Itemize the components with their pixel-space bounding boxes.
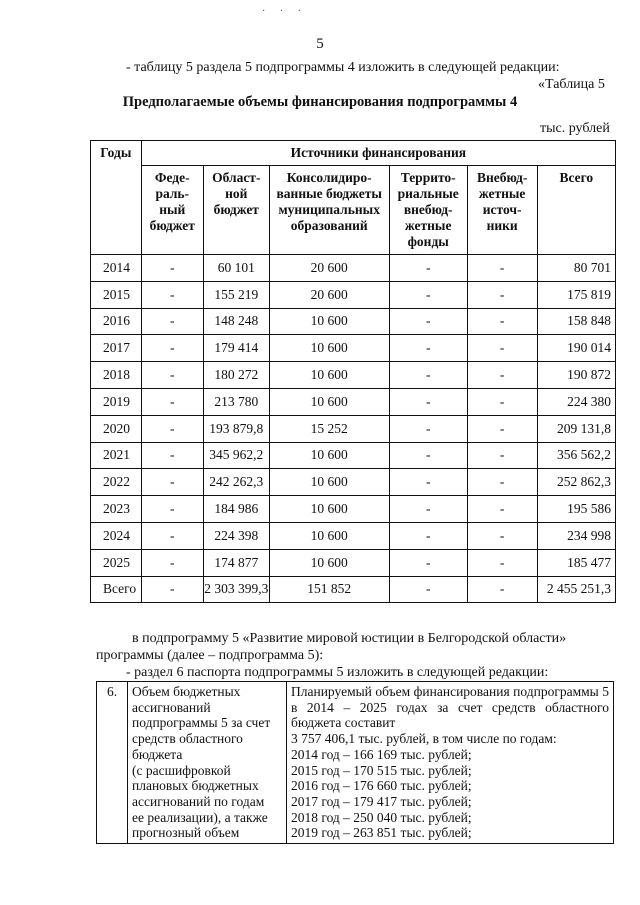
cell-fed: - [141,576,203,603]
cell-mun: 10 600 [269,549,389,576]
table-row [91,522,616,549]
cell-year: 2020 [91,415,142,442]
cell-obl: 242 262,3 [203,469,269,496]
passport-right-cell [287,682,614,844]
cell-total: 234 998 [537,522,615,549]
cell-vneb: - [467,281,537,308]
cell-fed: - [141,362,203,389]
sub-header-4: Внебюд- жетные источ- ники [467,166,537,255]
cell-vneb: - [467,388,537,415]
cell-total: 185 477 [537,549,615,576]
cell-vneb: - [467,522,537,549]
sub-header-5: Всего [537,166,615,255]
passport-right-intro: Планируемый объем финансирования подпрограммы 5 в 2014 – 2025 годах за счет средств областного бюджета составит [291,684,609,731]
sub-header-1: Област- ной бюджет [203,166,269,255]
cell-year: 2016 [91,308,142,335]
table-row [91,308,616,335]
cell-mun: 10 600 [269,469,389,496]
passport-table [96,681,614,844]
passport-left-cell [128,682,287,844]
sub-header-2: Консолидиро- ванные бюджеты муниципальных образований [269,166,389,255]
table-row [91,335,616,362]
cell-obl: 155 219 [203,281,269,308]
cell-obl: 2 303 399,3 [203,576,269,603]
cell-fed: - [141,496,203,523]
cell-total: 190 014 [537,335,615,362]
cell-total: 356 562,2 [537,442,615,469]
cell-obl: 148 248 [203,308,269,335]
cell-mun: 10 600 [269,442,389,469]
sub-header-row [91,166,616,255]
cell-obl: 180 272 [203,362,269,389]
cell-obl: 224 398 [203,522,269,549]
cell-terr: - [389,549,467,576]
cell-total: 195 586 [537,496,615,523]
financing-table [90,140,616,603]
cell-terr: - [389,415,467,442]
intro-line: - таблицу 5 раздела 5 подпрограммы 4 изложить в следующей редакции: [126,60,560,75]
units-label: тыс. рублей [540,121,610,136]
cell-total: 224 380 [537,388,615,415]
table-row [91,281,616,308]
cell-vneb: - [467,335,537,362]
cell-year: 2019 [91,388,142,415]
cell-mun: 151 852 [269,576,389,603]
cell-mun: 10 600 [269,308,389,335]
paragraph-3: - раздел 6 паспорта подпрограммы 5 изложить в следующей редакции: [126,665,549,680]
sub-header-0: Феде- раль- ный бюджет [141,166,203,255]
cell-vneb: - [467,549,537,576]
cell-year: 2015 [91,281,142,308]
table-body [91,255,616,603]
cell-year: 2022 [91,469,142,496]
table-row [91,469,616,496]
cell-total: 252 862,3 [537,469,615,496]
passport-year-line: 2018 год – 250 040 тыс. рублей; [291,809,472,825]
cell-terr: - [389,255,467,282]
cell-obl: 184 986 [203,496,269,523]
cell-fed: - [141,442,203,469]
passport-year-line: 2014 год – 166 169 тыс. рублей; [291,746,472,762]
cell-mun: 10 600 [269,362,389,389]
table-row [91,362,616,389]
cell-fed: - [141,522,203,549]
cell-terr: - [389,335,467,362]
cell-fed: - [141,335,203,362]
cell-terr: - [389,281,467,308]
cell-vneb: - [467,415,537,442]
cell-vneb: - [467,255,537,282]
table-label: «Таблица 5 [538,77,605,92]
cell-terr: - [389,308,467,335]
cell-obl: 60 101 [203,255,269,282]
passport-year-line: 2015 год – 170 515 тыс. рублей; [291,762,472,778]
cell-obl: 179 414 [203,335,269,362]
cell-total: 158 848 [537,308,615,335]
passport-row-number: 6. [97,682,128,844]
cell-obl: 213 780 [203,388,269,415]
cell-obl: 193 879,8 [203,415,269,442]
passport-year-line: 2017 год – 179 417 тыс. рублей; [291,793,472,809]
table-row [91,415,616,442]
cell-year: 2014 [91,255,142,282]
cell-terr: - [389,388,467,415]
passport-right-total: 3 757 406,1 тыс. рублей, в том числе по годам: [291,731,557,747]
cell-total: 190 872 [537,362,615,389]
sub-header-3: Террито- риальные внебюд- жетные фонды [389,166,467,255]
cell-fed: - [141,255,203,282]
cell-total: 80 701 [537,255,615,282]
cell-terr: - [389,576,467,603]
cell-mun: 20 600 [269,255,389,282]
cell-year: 2025 [91,549,142,576]
cell-fed: - [141,415,203,442]
cell-fed: - [141,388,203,415]
cell-terr: - [389,522,467,549]
paragraph-2: программы (далее – подпрограмма 5): [96,648,324,663]
passport-years-list [291,747,609,841]
cell-mun: 10 600 [269,522,389,549]
cell-mun: 20 600 [269,281,389,308]
scan-marks: · · · [262,6,307,17]
page-number: 5 [316,36,324,52]
table-row [91,388,616,415]
table-row [91,442,616,469]
cell-total: 175 819 [537,281,615,308]
header-years: Годы [91,141,142,255]
cell-terr: - [389,362,467,389]
cell-terr: - [389,469,467,496]
cell-year: 2021 [91,442,142,469]
cell-total: 2 455 251,3 [537,576,615,603]
cell-vneb: - [467,362,537,389]
cell-year: 2023 [91,496,142,523]
cell-vneb: - [467,469,537,496]
cell-obl: 174 877 [203,549,269,576]
cell-vneb: - [467,496,537,523]
cell-terr: - [389,442,467,469]
cell-vneb: - [467,442,537,469]
cell-total: 209 131,8 [537,415,615,442]
table-row [91,496,616,523]
passport-year-line: 2016 год – 176 660 тыс. рублей; [291,778,472,794]
cell-year: 2017 [91,335,142,362]
table-row [91,255,616,282]
cell-fed: - [141,469,203,496]
cell-vneb: - [467,308,537,335]
cell-mun: 15 252 [269,415,389,442]
cell-fed: - [141,281,203,308]
paragraph-1: в подпрограмму 5 «Развитие мировой юстиции в Белгородской области» [132,631,567,646]
cell-year: 2024 [91,522,142,549]
cell-fed: - [141,549,203,576]
cell-mun: 10 600 [269,496,389,523]
passport-left-text: Объем бюджетных ассигнований подпрограммы 5 за счет средств областного бюджета (с расшифровкой плановых бюджетных ассигнований по годам ее реализации), а также прогнозный объем [132,684,271,841]
cell-fed: - [141,308,203,335]
cell-terr: - [389,496,467,523]
table-row [91,549,616,576]
table-title: Предполагаемые объемы финансирования подпрограммы 4 [122,94,518,110]
header-sources: Источники финансирования [141,141,615,166]
cell-year: Всего [91,576,142,603]
cell-vneb: - [467,576,537,603]
cell-mun: 10 600 [269,388,389,415]
cell-obl: 345 962,2 [203,442,269,469]
passport-year-line: 2019 год – 263 851 тыс. рублей; [291,825,472,841]
cell-mun: 10 600 [269,335,389,362]
cell-year: 2018 [91,362,142,389]
table-row [91,576,616,603]
